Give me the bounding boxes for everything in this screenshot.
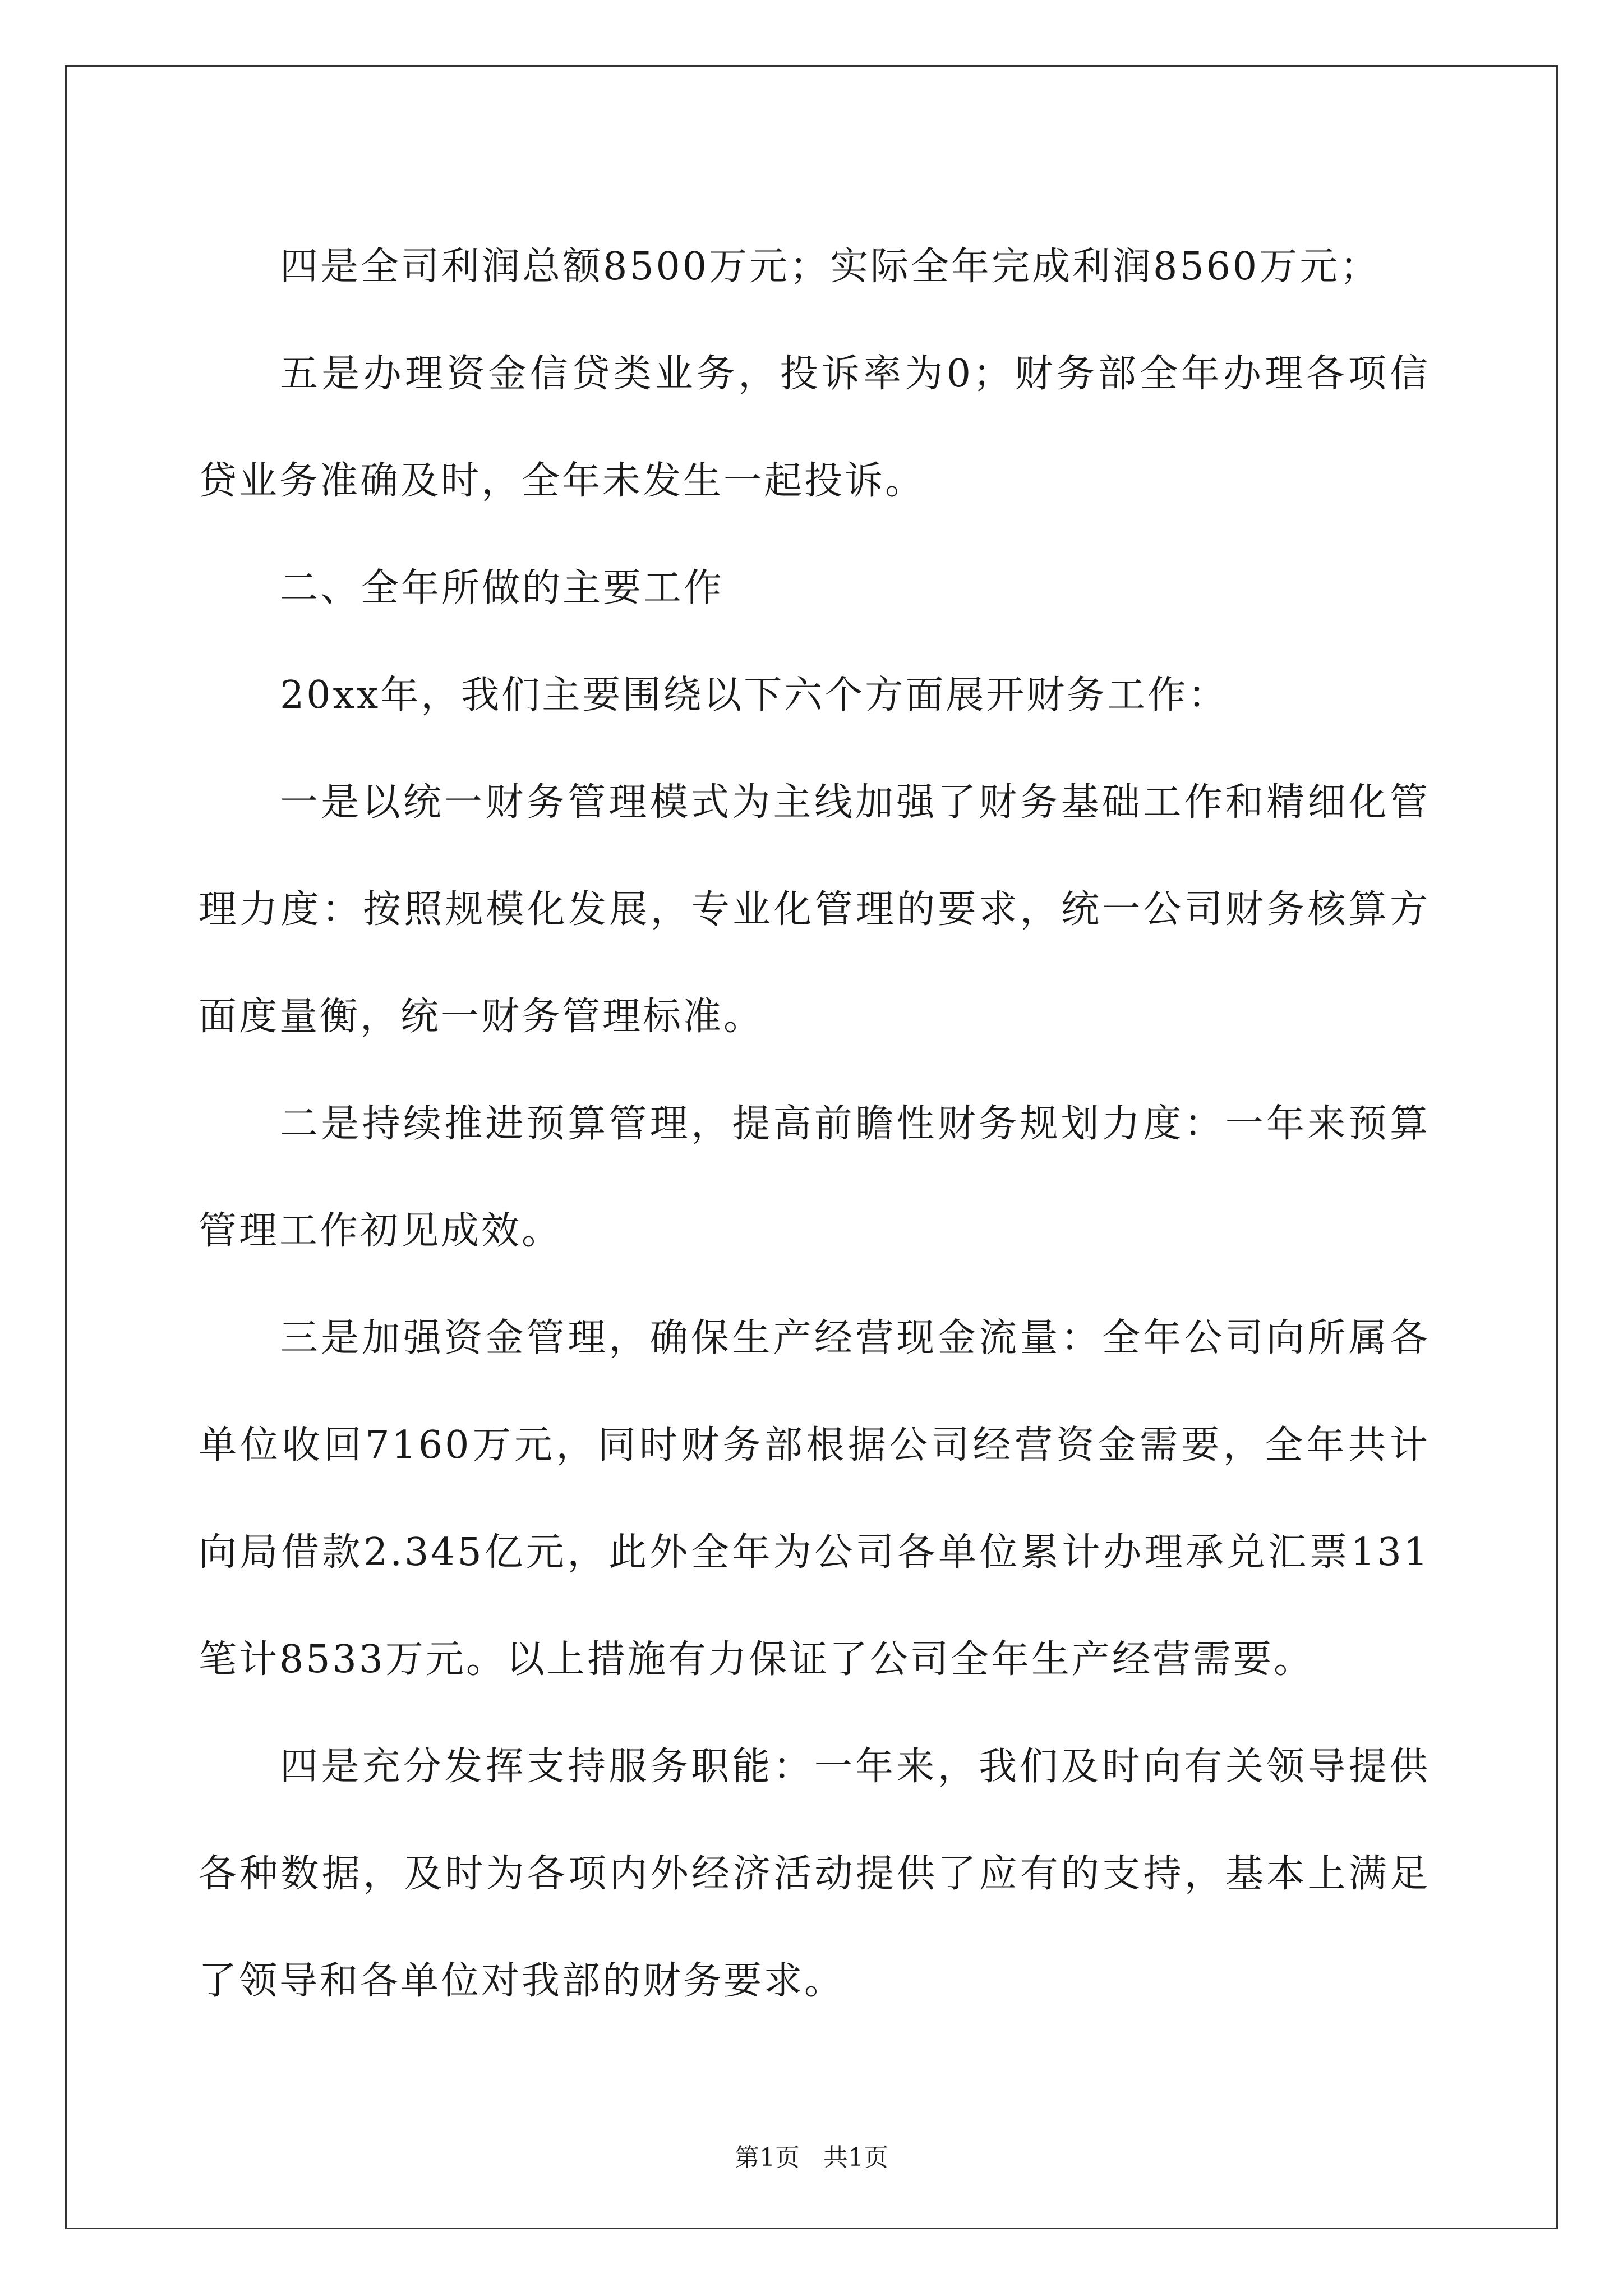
page-footer xyxy=(0,2137,1623,2173)
paragraph-item-three: 三是加强资金管理，确保生产经营现金流量：全年公司向所属各单位收回7160万元，同时财务部根据公司经营资金需要，全年共计向局借款2.345亿元，此外全年为公司各单位累计办理承兑汇票131笔计8533万元。以上措施有力保证了公司全年生产经营需要。 xyxy=(199,1316,1430,1682)
section-heading-main-work: 二、全年所做的主要工作 xyxy=(280,566,725,610)
page-number-total: 共1页 xyxy=(823,2143,888,2172)
document-body xyxy=(199,213,1430,2035)
page-number-current: 第1页 xyxy=(735,2143,800,2172)
paragraph-item-four: 四是充分发挥支持服务职能：一年来，我们及时向有关领导提供各种数据，及时为各项内外经济活动提供了应有的支持，基本上满足了领导和各单位对我部的财务要求。 xyxy=(199,1745,1430,2003)
paragraph-item-one: 一是以统一财务管理模式为主线加强了财务基础工作和精细化管理力度：按照规模化发展，专业化管理的要求，统一公司财务核算方面度量衡，统一财务管理标准。 xyxy=(199,780,1430,1039)
paragraph-intro: 20xx年，我们主要围绕以下六个方面展开财务工作： xyxy=(280,673,1229,717)
paragraph-profit: 四是全司利润总额8500万元；实际全年完成利润8560万元； xyxy=(280,245,1381,289)
paragraph-credit: 五是办理资金信贷类业务，投诉率为0；财务部全年办理各项信贷业务准确及时，全年未发生一起投诉。 xyxy=(199,352,1430,503)
paragraph-item-two: 二是持续推进预算管理，提高前瞻性财务规划力度：一年来预算管理工作初见成效。 xyxy=(199,1102,1430,1253)
